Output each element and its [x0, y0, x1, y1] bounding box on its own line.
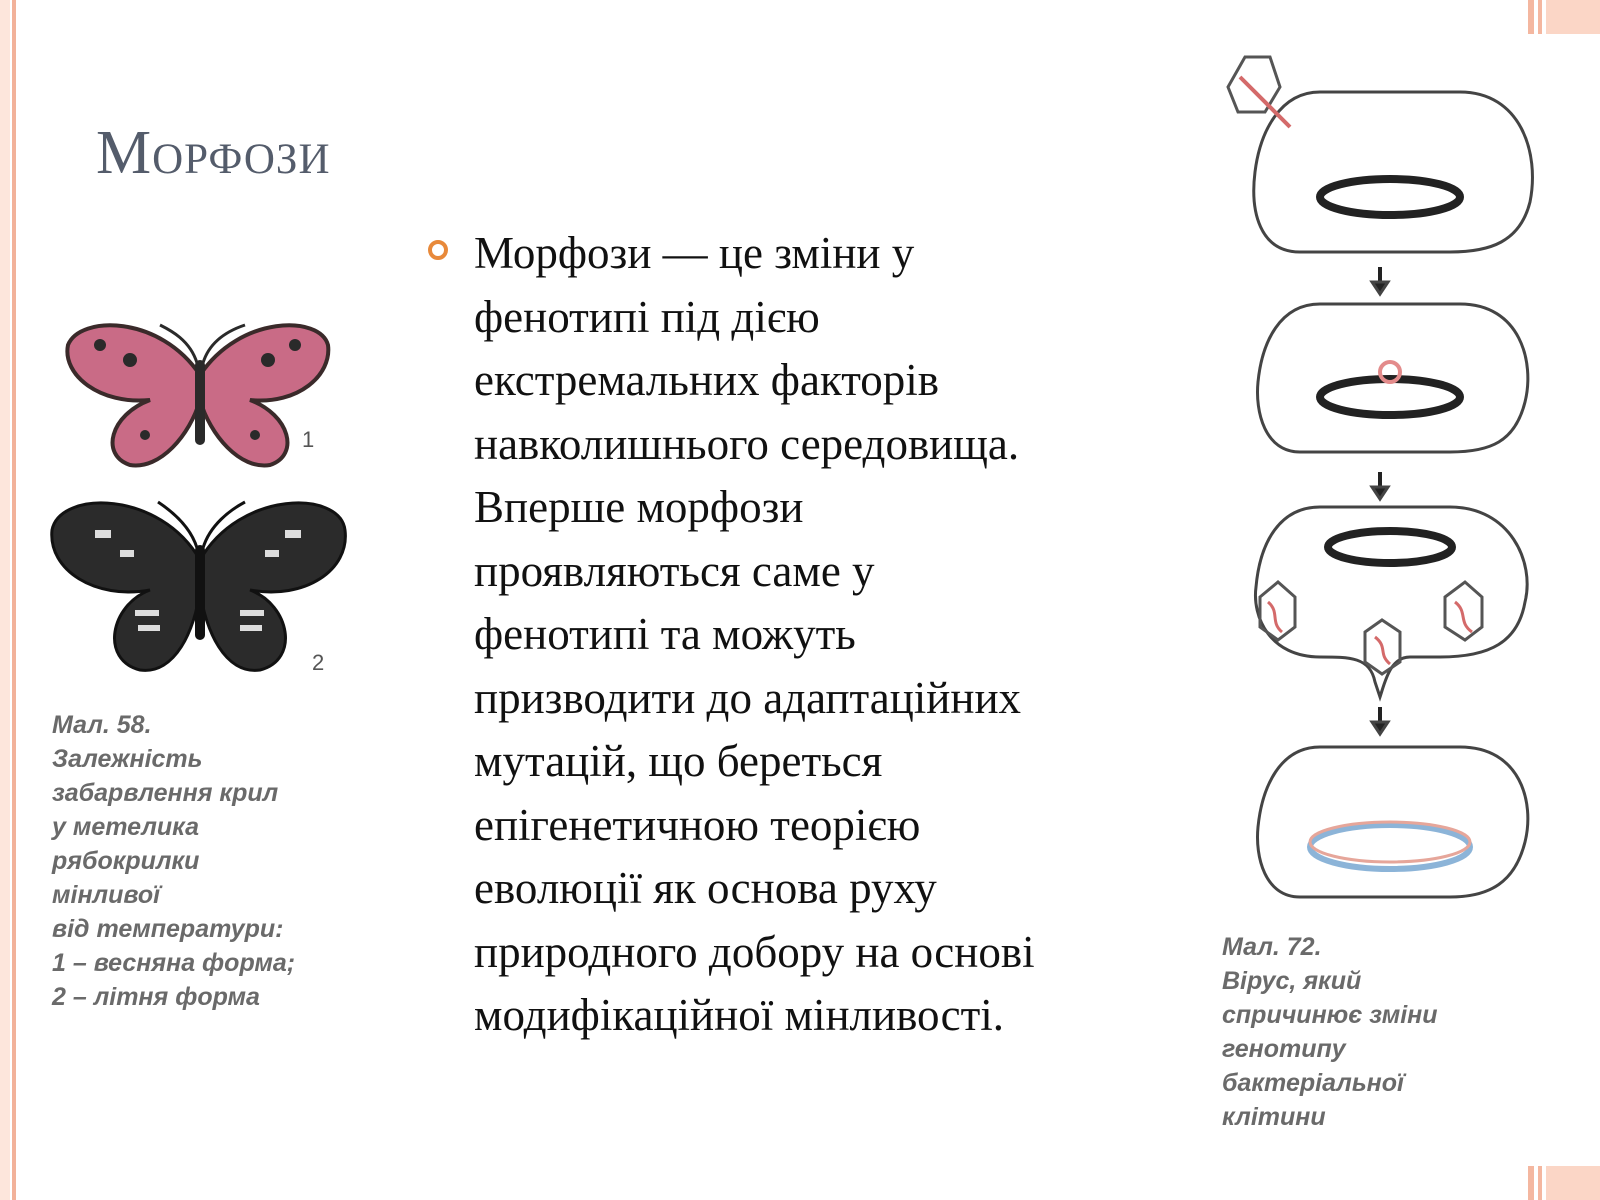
figure-label-1: 1 [302, 427, 315, 452]
bullet-item [428, 222, 1228, 1048]
figure-58-caption: Мал. 58. Залежність забарвлення крил у метелика рябокрилки мінливої від температури: 1 – весняна форма; 2 – літня форма [52, 711, 296, 1011]
summer-form-butterfly [52, 502, 346, 670]
slide-title: Морфози [96, 119, 331, 187]
bullet-text: Морфози — це зміни у фенотипі під дією екстремальних факторів навколишнього середовища. Вперше морфози проявляються саме у фенотипі та можуть призводити до адаптаційних мутацій, що береться епігенетичною теорією еволюції як основа руху природного добору на основі модифікаційної мінливості. [474, 228, 1035, 1040]
virus-cell-figure [1210, 42, 1540, 942]
bottom-right-corner-decoration [1528, 1166, 1600, 1200]
spring-form-butterfly [67, 325, 328, 465]
left-border-decoration [0, 0, 18, 1200]
bullet-circle-icon [428, 240, 448, 260]
figure-label-2: 2 [312, 650, 325, 675]
virus-cell-illustration [1210, 42, 1540, 922]
butterflies-illustration [40, 305, 360, 695]
figure-72-caption: Мал. 72. Вірус, який спричинює зміни генотипу бактеріальної клітини [1222, 933, 1438, 1131]
top-right-corner-decoration [1528, 0, 1600, 34]
cell-1 [1254, 92, 1533, 252]
